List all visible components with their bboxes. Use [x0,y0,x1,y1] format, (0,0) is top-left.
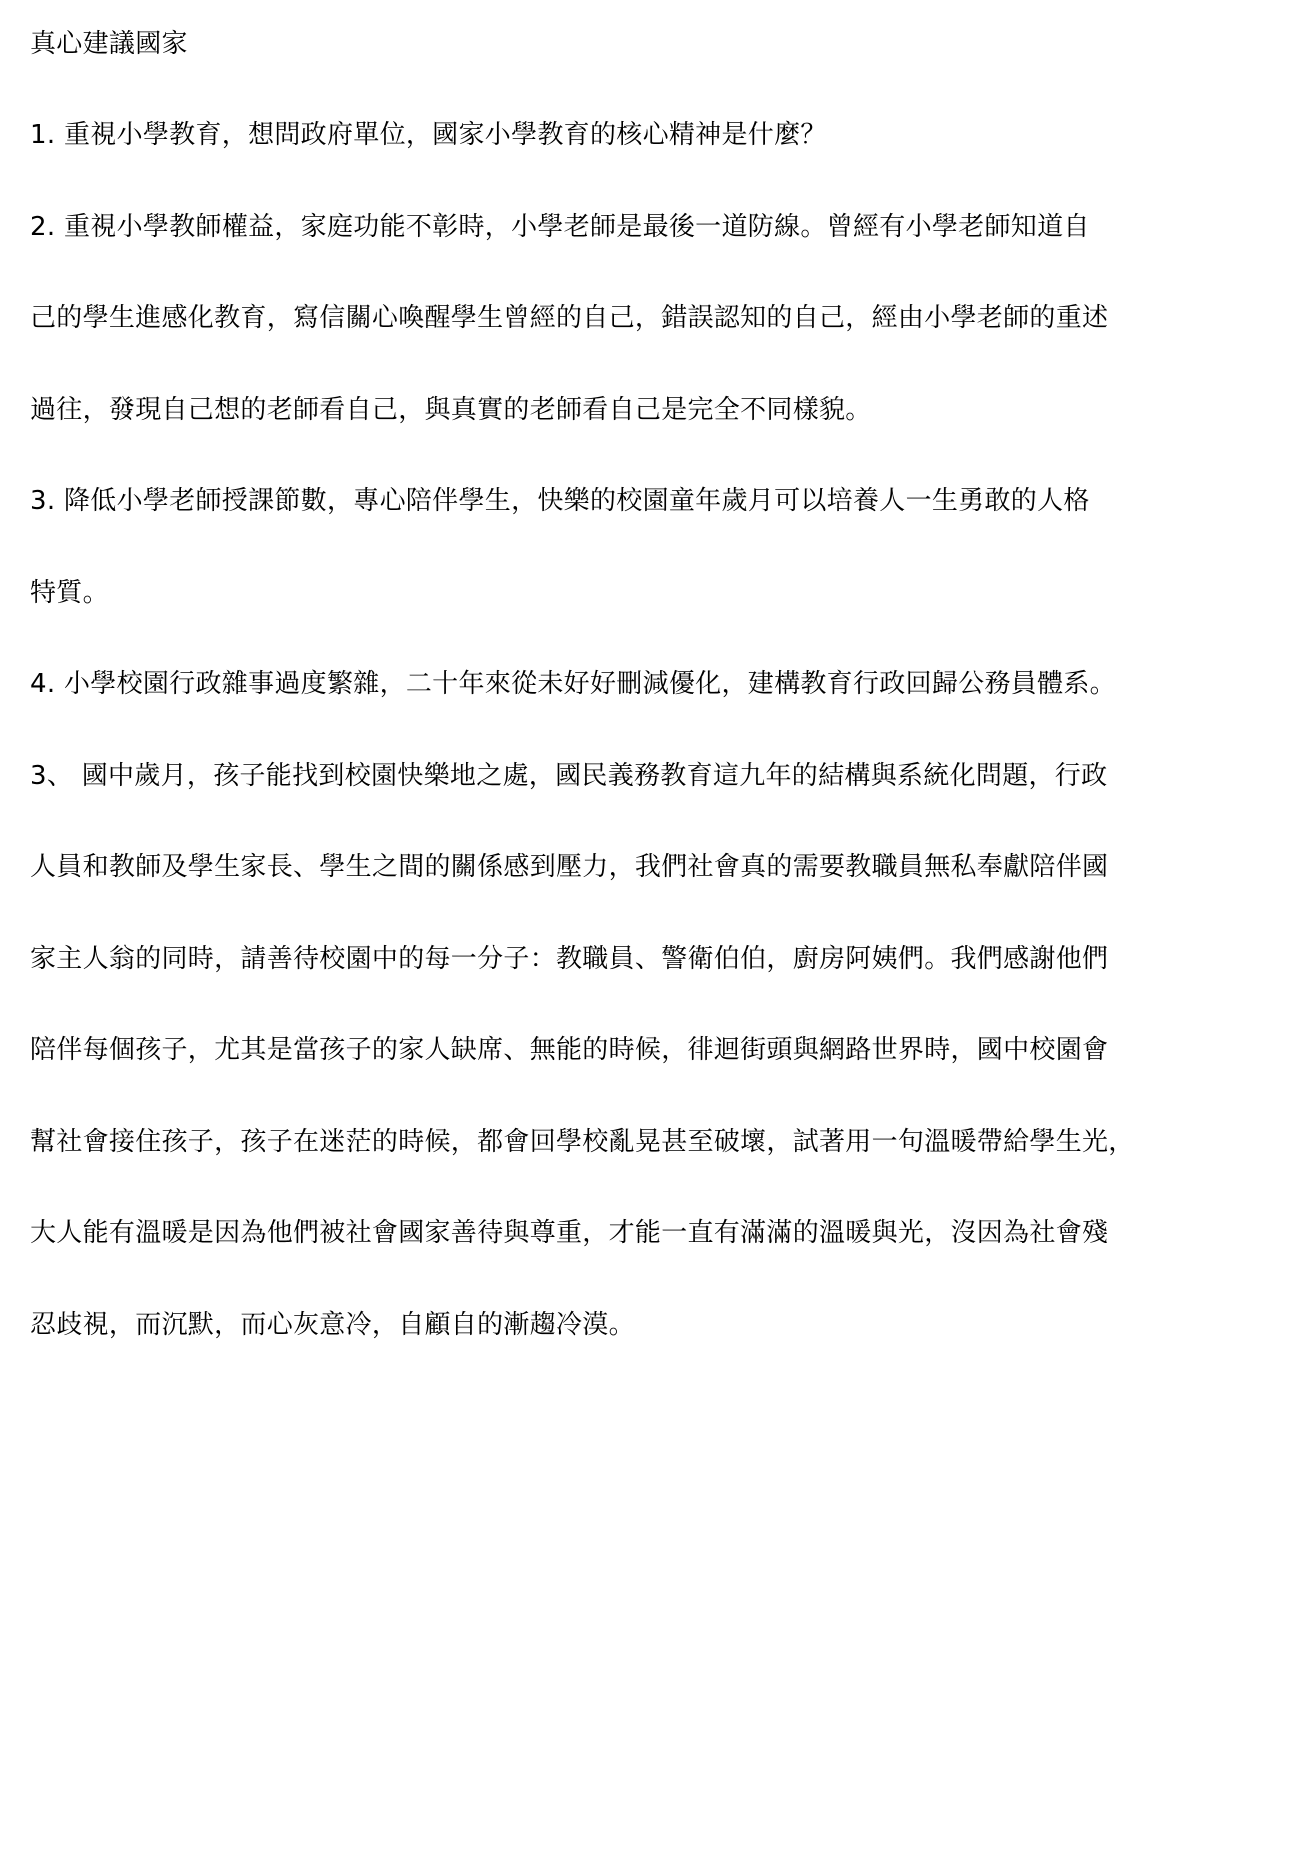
paragraph-2-line-1: 2. 重視小學教師權益，家庭功能不彰時，小學老師是最後一道防線。曾經有小學老師知道自 [30,212,1090,242]
paragraph-3-line-2: 特質。 [30,578,109,608]
paragraph-4-line-1: 4. 小學校園行政雜事過度繁雜，二十年來從未好好刪減優化，建構教育行政回歸公務員體系。 [30,669,1116,699]
paragraph-3-line-1: 3. 降低小學老師授課節數，專心陪伴學生，快樂的校園童年歲月可以培養人一生勇敢的人格 [30,486,1090,516]
paragraph-5-line-4: 陪伴每個孩子，尤其是當孩子的家人缺席、無能的時候，徘迴街頭與網路世界時，國中校園會 [30,1035,1109,1065]
document-title: 真心建議國家 [30,29,188,59]
paragraph-5-line-6: 大人能有溫暖是因為他們被社會國家善待與尊重，才能一直有滿滿的溫暖與光，沒因為社會殘 [30,1218,1109,1248]
paragraph-2-line-3: 過往，發現自己想的老師看自己，與真實的老師看自己是完全不同樣貌。 [30,395,872,425]
paragraph-1-line-1: 1. 重視小學教育，想問政府單位，國家小學教育的核心精神是什麼？ [30,120,827,150]
paragraph-2-line-2: 己的學生進感化教育，寫信關心喚醒學生曾經的自己，錯誤認知的自己，經由小學老師的重述 [30,303,1109,333]
paragraph-5-line-3: 家主人翁的同時，請善待校園中的每一分子：教職員、警衛伯伯，廚房阿姨們。我們感謝他們 [30,944,1109,974]
paragraph-5-line-5: 幫社會接住孩子，孩子在迷茫的時候，都會回學校亂晃甚至破壞，試著用一句溫暖帶給學生光， [30,1127,1135,1157]
paragraph-5-line-7: 忍歧視，而沉默，而心灰意冷，自顧自的漸趨冷漠。 [30,1310,635,1340]
paragraph-5-line-1: 3、 國中歲月，孩子能找到校園快樂地之處，國民義務教育這九年的結構與系統化問題，行政 [30,761,1108,791]
paragraph-5-line-2: 人員和教師及學生家長、學生之間的關係感到壓力，我們社會真的需要教職員無私奉獻陪伴國 [30,852,1109,882]
